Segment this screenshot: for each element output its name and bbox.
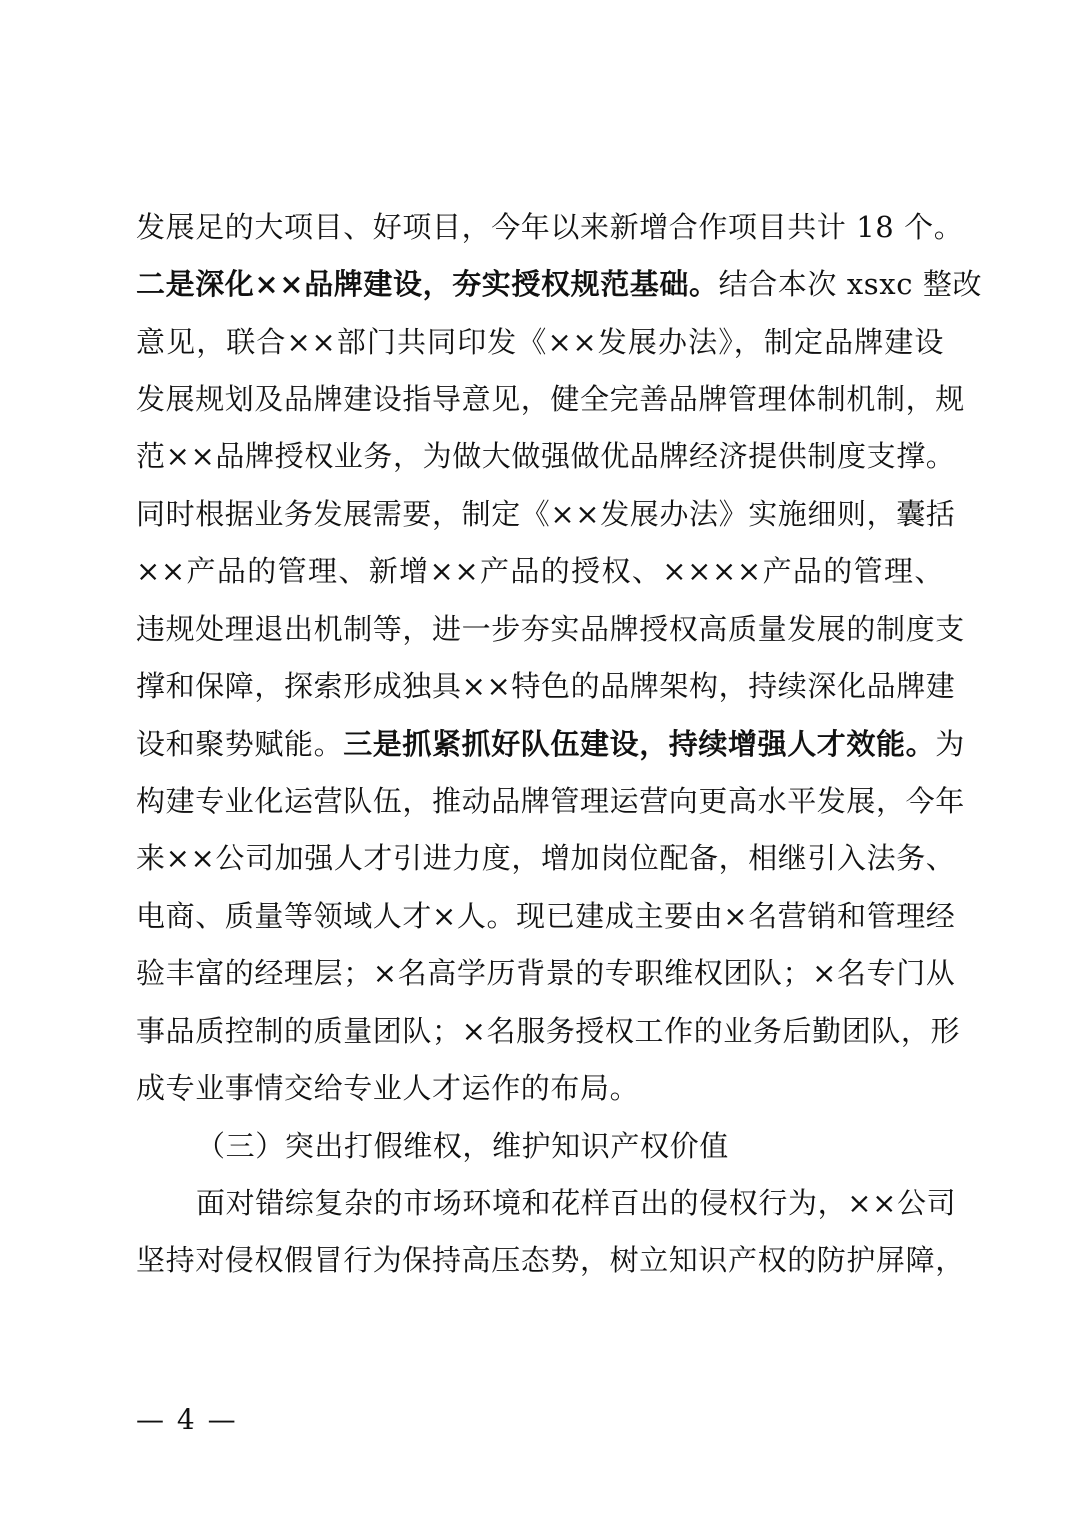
body-line: 发展足的大项目、好项目，今年以来新增合作项目共计 18 个。 [136,210,964,244]
body-line: 面对错综复杂的市场环境和花样百出的侵权行为，××公司 [196,1186,957,1220]
body-line: 构建专业化运营队伍，推动品牌管理运营向更高水平发展，今年 [136,784,965,818]
body-line: 同时根据业务发展需要，制定《××发展办法》实施细则，囊括 [136,497,956,531]
body-text: 结合本次 xsxc 整改 [718,267,983,301]
body-line: 成专业事情交给专业人才运作的布局。 [136,1071,640,1105]
body-line: 违规处理退出机制等，进一步夯实品牌授权高质量发展的制度支 [136,612,965,646]
body-line: 验丰富的经理层；×名高学历背景的专职维权团队；×名专门从 [136,956,956,990]
body-line: 坚持对侵权假冒行为保持高压态势，树立知识产权的防护屏障， [136,1243,965,1277]
body-line: 来××公司加强人才引进力度，增加岗位配备，相继引入法务、 [136,841,956,875]
bold-heading-text: 三是抓紧抓好队伍建设，持续增强人才效能。 [343,727,936,761]
body-line: 发展规划及品牌建设指导意见，健全完善品牌管理体制机制，规 [136,382,965,416]
body-line: 撑和保障，探索形成独具××特色的品牌架构，持续深化品牌建 [136,669,956,703]
body-line [136,260,983,308]
body-line [136,720,965,768]
body-line: 意见，联合××部门共同印发《××发展办法》，制定品牌建设 [136,325,944,359]
body-text: 为 [935,727,965,761]
body-line: 事品质控制的质量团队；×名服务授权工作的业务后勤团队，形 [136,1014,961,1048]
section-heading: （三）突出打假维权，维护知识产权价值 [196,1129,729,1163]
page-number: — 4 — [136,1403,238,1436]
body-text: 设和聚势赋能。 [136,727,344,761]
body-line: 范××品牌授权业务，为做大做强做优品牌经济提供制度支撑。 [136,439,956,473]
bold-heading-text: 二是深化××品牌建设，夯实授权规范基础。 [136,267,719,301]
body-line: 电商、质量等领域人才×人。现已建成主要由×名营销和管理经 [136,899,956,933]
body-line: ××产品的管理、新增××产品的授权、××××产品的管理、 [136,554,944,588]
